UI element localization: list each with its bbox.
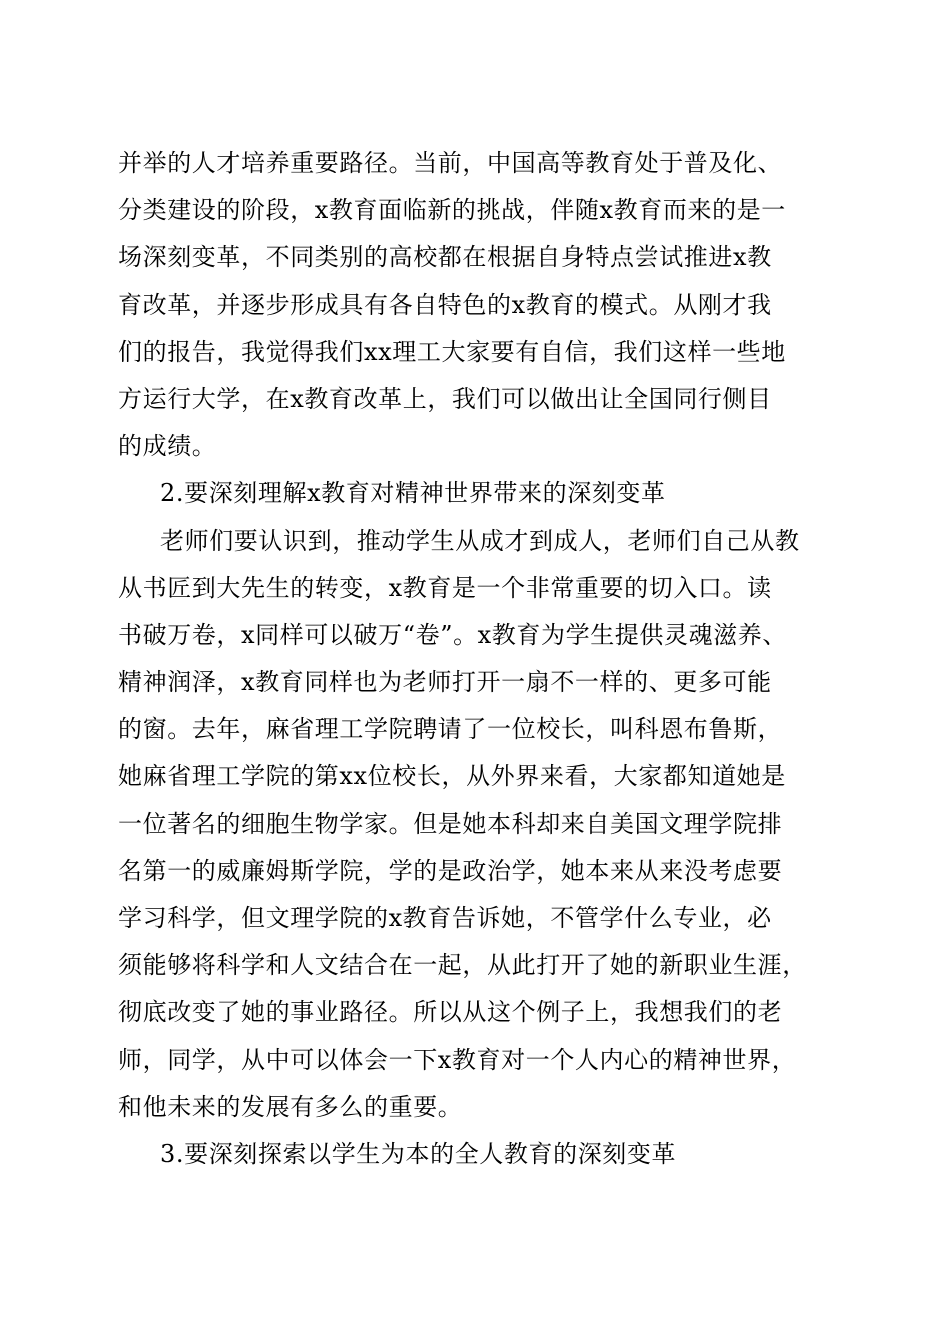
text-line: 师，同学，从中可以体会一下x教育对一个人内心的精神世界， — [118, 1045, 797, 1074]
text-line: 2.要深刻理解x教育对精神世界带来的深刻变革 — [160, 479, 666, 508]
text-line: 的成绩。 — [118, 432, 217, 461]
text-line: 名第一的威廉姆斯学院，学的是政治学，她本来从来没考虑要 — [118, 856, 783, 885]
text-line: 须能够将科学和人文结合在一起，从此打开了她的新职业生涯， — [118, 951, 807, 980]
document-body — [118, 140, 833, 1178]
text-line: 们的报告，我觉得我们xx理工大家要有自信，我们这样一些地 — [118, 337, 786, 366]
text-line: 学习科学，但文理学院的x教育告诉她，不管学什么专业，必 — [118, 904, 772, 932]
text-line: 并举的人才培养重要路径。当前，中国高等教育处于普及化、 — [118, 149, 783, 177]
text-line: 一位著名的细胞生物学家。但是她本科却来自美国文理学院排 — [118, 809, 783, 838]
text-line: 从书匠到大先生的转变，x教育是一个非常重要的切入口。读 — [118, 573, 772, 602]
text-line: 老师们要认识到，推动学生从成才到成人，老师们自己从教 — [160, 526, 800, 555]
text-line: 和他未来的发展有多么的重要。 — [118, 1092, 463, 1121]
text-line: 分类建设的阶段，x教育面临新的挑战，伴随x教育而来的是一 — [118, 196, 786, 225]
text-line: 场深刻变革，不同类别的高校都在根据自身特点尝试推进x教 — [118, 243, 772, 272]
text-line: 彻底改变了她的事业路径。所以从这个例子上，我想我们的老 — [118, 998, 783, 1027]
text-line: 育改革，并逐步形成具有各自特色的x教育的模式。从刚才我 — [118, 290, 772, 319]
text-line: 精神润泽，x教育同样也为老师打开一扇不一样的、更多可能 — [118, 668, 772, 697]
text-line: 3.要深刻探索以学生为本的全人教育的深刻变革 — [160, 1139, 677, 1168]
text-line: 她麻省理工学院的第xx位校长，从外界来看，大家都知道她是 — [118, 762, 786, 791]
text-line: 方运行大学，在x教育改革上，我们可以做出让全国同行侧目 — [118, 384, 772, 413]
text-line: 的窗。去年，麻省理工学院聘请了一位校长，叫科恩布鲁斯， — [118, 715, 783, 744]
text-line: 书破万卷，x同样可以破万“卷”。x教育为学生提供灵魂滋养、 — [118, 620, 788, 649]
